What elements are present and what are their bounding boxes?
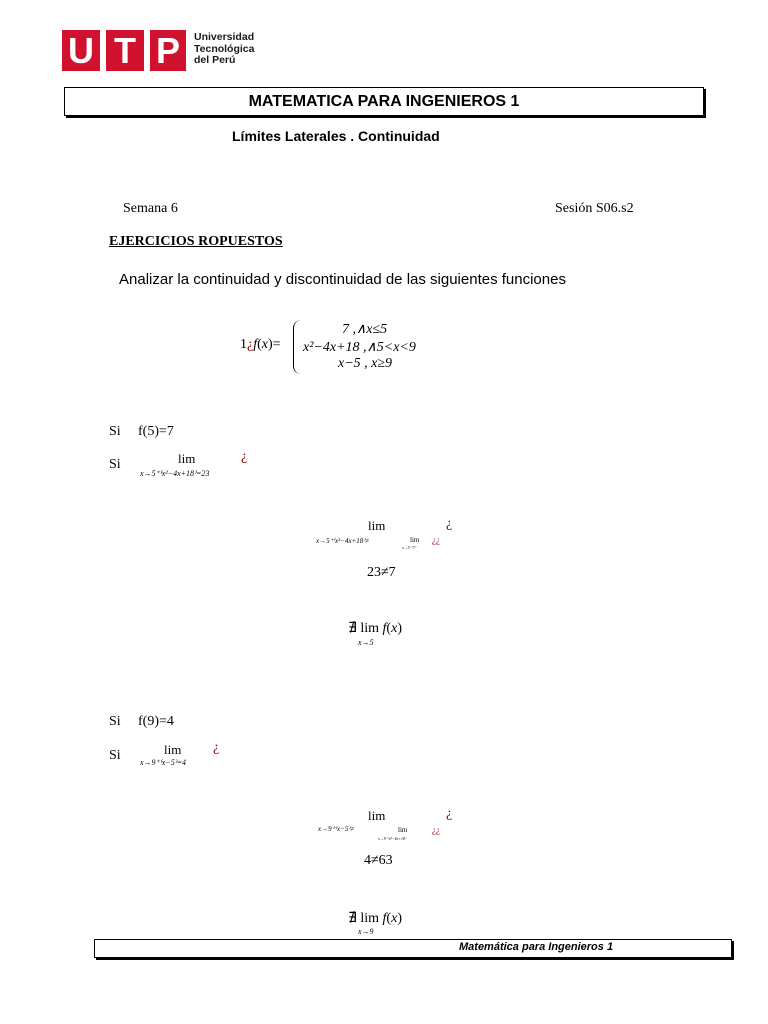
- final-f: f: [382, 911, 387, 926]
- limit-word: lim: [178, 451, 196, 466]
- page-title: MATEMATICA PARA INGENIEROS 1: [248, 93, 520, 110]
- question-glyph-double: ¿¿: [432, 825, 440, 835]
- limit-compare-sub-2: x→9⁺⁽x−5⁾≠: [318, 825, 354, 833]
- not-exists-limit-2: ∄ lim f(x): [348, 911, 402, 926]
- logo-letter-u: U: [62, 30, 100, 71]
- final-subscript: x→5: [358, 638, 374, 647]
- final-lim: lim: [360, 911, 380, 926]
- logo-line-1: Universidad: [194, 31, 255, 43]
- logo-letter-t: T: [106, 30, 144, 71]
- piecewise-brace: [293, 320, 302, 374]
- not-exists-symbol: ∄: [348, 911, 357, 926]
- si-line-4: Si: [109, 748, 121, 763]
- semana-label: Semana 6: [123, 201, 178, 216]
- case-3: x−5 , x≥9: [338, 356, 393, 371]
- limit-inner-sub-2: x→9⁻⁽x²−4x+18⁾: [378, 836, 406, 841]
- footer-text: Matemática para Ingenieros 1: [459, 941, 614, 953]
- limit-compare-word-2: lim: [368, 808, 386, 823]
- footer-box: [94, 939, 732, 958]
- question-glyph-double: ¿¿: [432, 535, 440, 545]
- final-f: f: [382, 621, 387, 636]
- question-glyph: ¿: [446, 806, 453, 821]
- limit-inner-word: lim: [410, 536, 420, 544]
- final-subscript-2: x→9: [358, 927, 374, 936]
- section-heading: EJERCICIOS ROPUESTOS: [109, 234, 283, 249]
- limit-inner-word-2: lim: [398, 826, 408, 834]
- limit-compare-sub: x→5⁺⁽x²−4x+18⁾≠: [316, 537, 369, 545]
- limit-compare-word: lim: [368, 518, 386, 533]
- inequality-2: 4≠63: [364, 853, 393, 868]
- final-x: x: [391, 911, 398, 926]
- question-glyph: ¿: [213, 740, 220, 755]
- function-var: x: [261, 337, 268, 352]
- sesion-label: Sesión S06.s2: [555, 201, 634, 216]
- logo-line-3: del Perú: [194, 54, 236, 66]
- final-x: x: [391, 621, 398, 636]
- logo-line-2: Tecnológica: [194, 42, 255, 55]
- limit-inner-sub: x→5⁻⁽7⁾: [402, 545, 416, 550]
- limit-subscript-2: x→9⁺⁽x−5⁾=4: [140, 758, 187, 767]
- function-label: 1¿f(x)=: [240, 337, 281, 352]
- logo-letter-p: P: [150, 30, 186, 71]
- not-exists-limit: ∄ lim f(x): [348, 621, 402, 636]
- limit-word-2: lim: [164, 742, 182, 757]
- si-line-3: Si: [109, 714, 121, 729]
- instructions: Analizar la continuidad y discontinuidad de las siguientes funciones: [119, 271, 566, 288]
- f9-value: f(9)=4: [138, 714, 174, 729]
- logo-name: [194, 32, 254, 67]
- limit-subscript: x→5⁺⁽x²−4x+18⁾=23: [140, 469, 210, 478]
- si-line-2: Si: [109, 457, 121, 472]
- si-line-1: Si: [109, 424, 121, 439]
- case-1: 7 ,∧x≤5: [342, 322, 388, 337]
- case-2: x²−4x+18 ,∧5<x<9: [303, 340, 416, 355]
- function-name: f: [253, 337, 258, 352]
- exercise-number: 1: [240, 337, 247, 352]
- f5-value: f(5)=7: [138, 424, 174, 439]
- page-subtitle: Límites Laterales . Continuidad: [232, 128, 440, 144]
- question-glyph: ¿: [247, 337, 254, 352]
- inequality: 23≠7: [367, 565, 396, 580]
- question-glyph: ¿: [241, 449, 248, 464]
- question-glyph: ¿: [446, 516, 453, 531]
- not-exists-symbol: ∄: [348, 621, 357, 636]
- final-lim: lim: [360, 621, 380, 636]
- title-box: [64, 87, 704, 116]
